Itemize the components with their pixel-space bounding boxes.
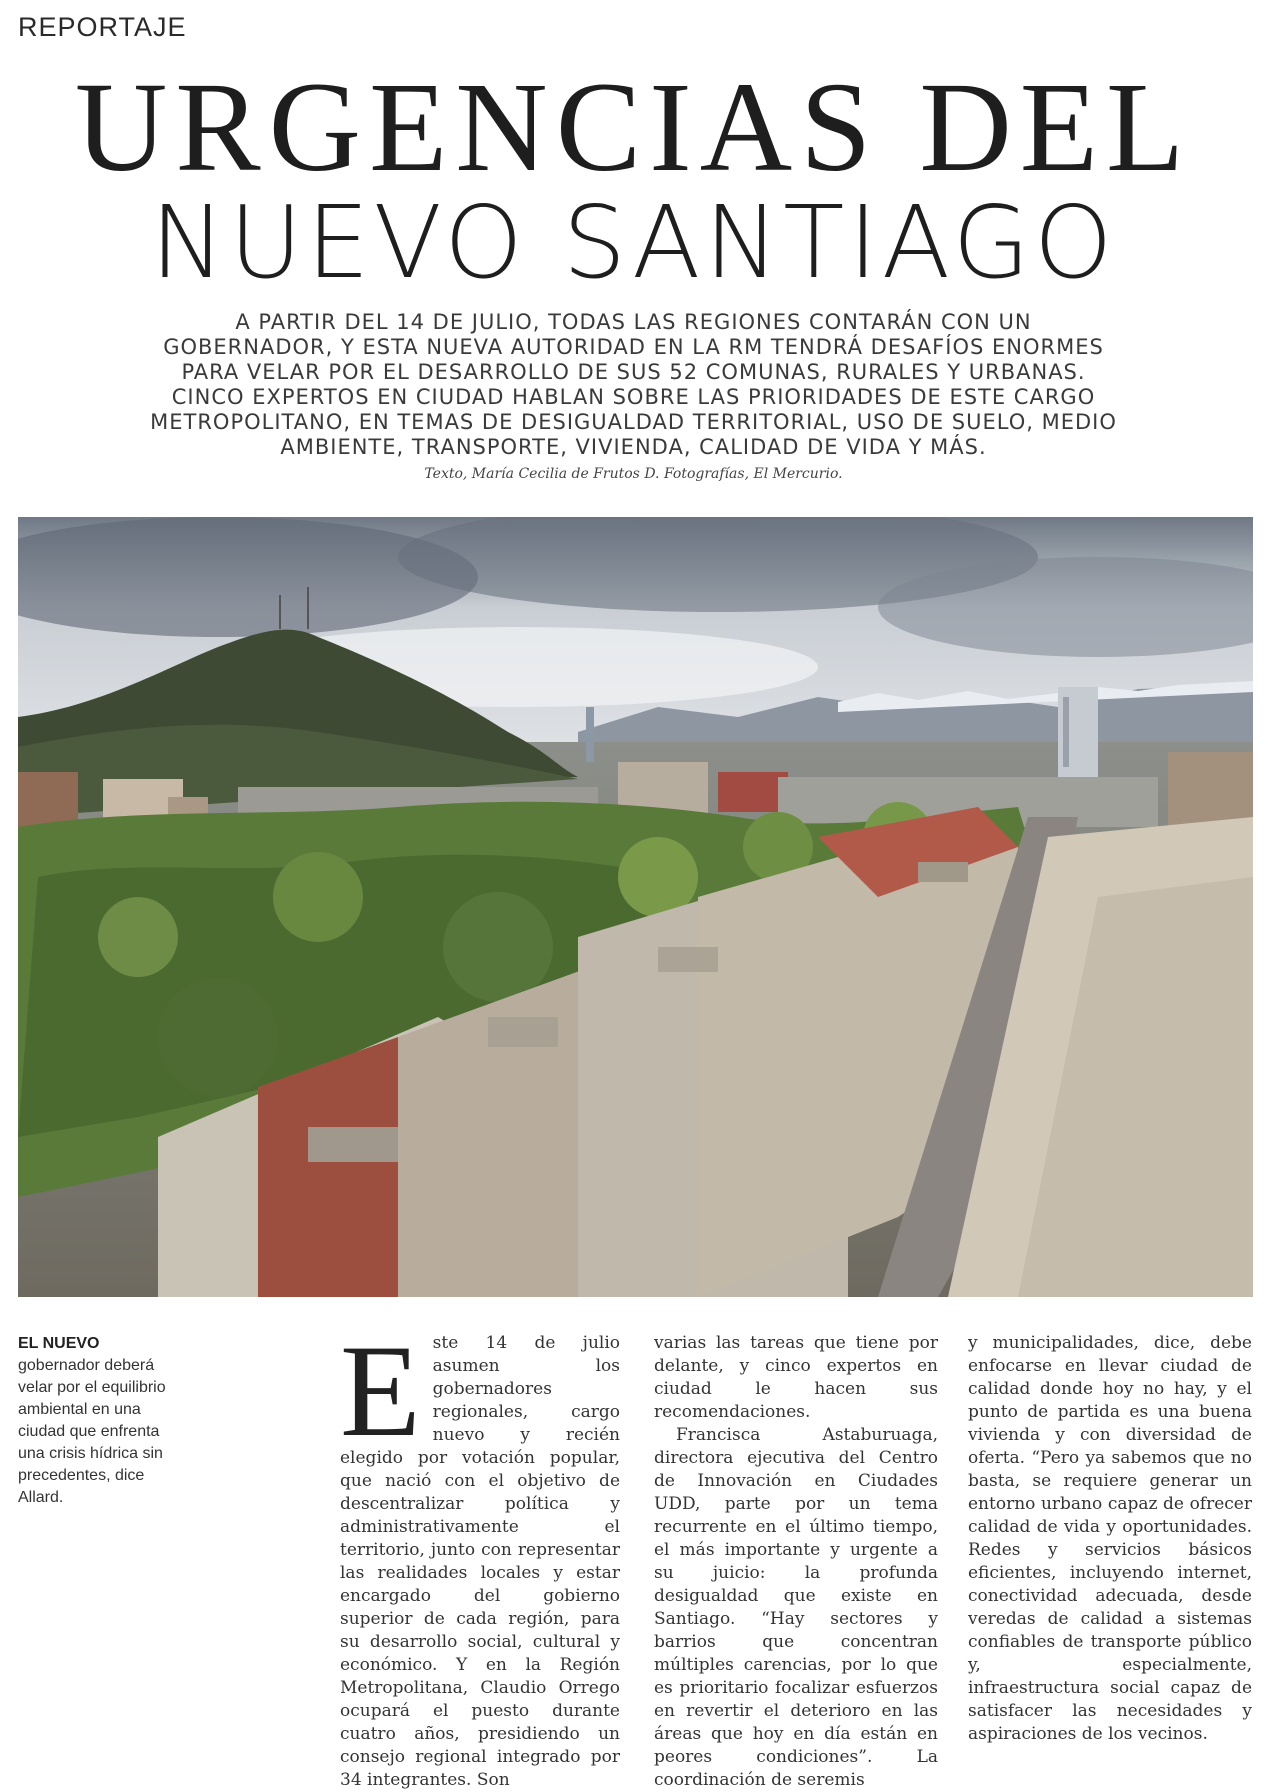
sidebar-pullquote	[18, 1333, 188, 1509]
body-column-1	[340, 1317, 620, 1792]
body-column-3	[968, 1332, 1252, 1746]
body-text-col2-p2: Francisca Astaburuaga, directora ejecutiva del Centro de Innovación en Ciudades UDD, parte por un tema recurrente en el último tiempo, el más importante y urgente a su juicio: la profunda desigualdad que existe en Santiago. “Hay sectores y barrios que concentran múltiples carencias, por lo que es prioritario focalizar esfuerzos en revertir el deterioro en las áreas que hoy en día están en peores condiciones”. La coordinación de seremis	[654, 1425, 938, 1790]
body-text-col2-p1: varias las tareas que tiene por delante, y cinco expertos en ciudad le hacen sus recomendaciones.	[654, 1333, 938, 1422]
sidebar-lead: EL NUEVO	[18, 1335, 100, 1352]
byline-credit: Texto, María Cecilia de Frutos D. Fotografías, El Mercurio.	[424, 466, 843, 482]
article-deck: A PARTIR DEL 14 DE JULIO, TODAS LAS REGIONES CONTARÁN CON UN GOBERNADOR, Y ESTA NUEVA AUTORIDAD EN LA RM TENDRÁ DESAFÍOS ENORMES PARA VELAR POR EL DESARROLLO DE SUS 52 COMUNAS, RURALES Y URBANAS. CINCO EXPERTOS EN CIUDAD HABLAN SOBRE LAS PRIORIDADES DE ESTE CARGO METROPOLITANO, EN TEMAS DE DESIGUALDAD TERRITORIAL, USO DE SUELO, MEDIO AMBIENTE, TRANSPORTE, VIVIENDA, CALIDAD DE VIDA Y MÁS.	[150, 310, 1117, 459]
section-label: REPORTAJE	[18, 12, 187, 42]
sidebar-text: gobernador deberá velar por el equilibrio ambiental en una ciudad que enfrenta una crisis hídrica sin precedentes, dice Allard.	[18, 1357, 166, 1506]
headline-line-2: NUEVO SANTIAGO	[150, 184, 1117, 301]
headline-line-1: URGENCIAS DEL	[74, 56, 1193, 198]
drop-cap: E	[340, 1317, 421, 1464]
santiago-cityscape-photo	[18, 517, 1253, 1297]
body-text-col3: y municipalidades, dice, debe enfocarse en llevar ciudad de calidad donde hoy no hay, y el punto de partida es una buena vivienda y con diversidad de oferta. “Pero ya sabemos que no basta, se requiere generar un entorno urbano capaz de ofrecer calidad de vida y oportunidades. Redes y servicios básicos eficientes, incluyendo internet, conectividad adecuada, desde veredas de calidad a sistemas confiables de transporte público y, especialmente, infraestructura social capaz de satisfacer las necesidades y aspiraciones de los vecinos.	[968, 1333, 1252, 1744]
body-column-2	[654, 1332, 938, 1792]
body-text-col1: ste 14 de julio asumen los gobernadores regionales, cargo nuevo y recién elegido por votación popular, que nació con el objetivo de descentralizar política y administrativamente el territorio, junto con representar las realidades locales y estar encargado del gobierno superior de cada región, para su desarrollo social, cultural y económico. Y en la Región Metropolitana, Claudio Orrego ocupará el puesto durante cuatro años, presidiendo un consejo regional integrado por 34 integrantes. Son	[340, 1333, 620, 1790]
